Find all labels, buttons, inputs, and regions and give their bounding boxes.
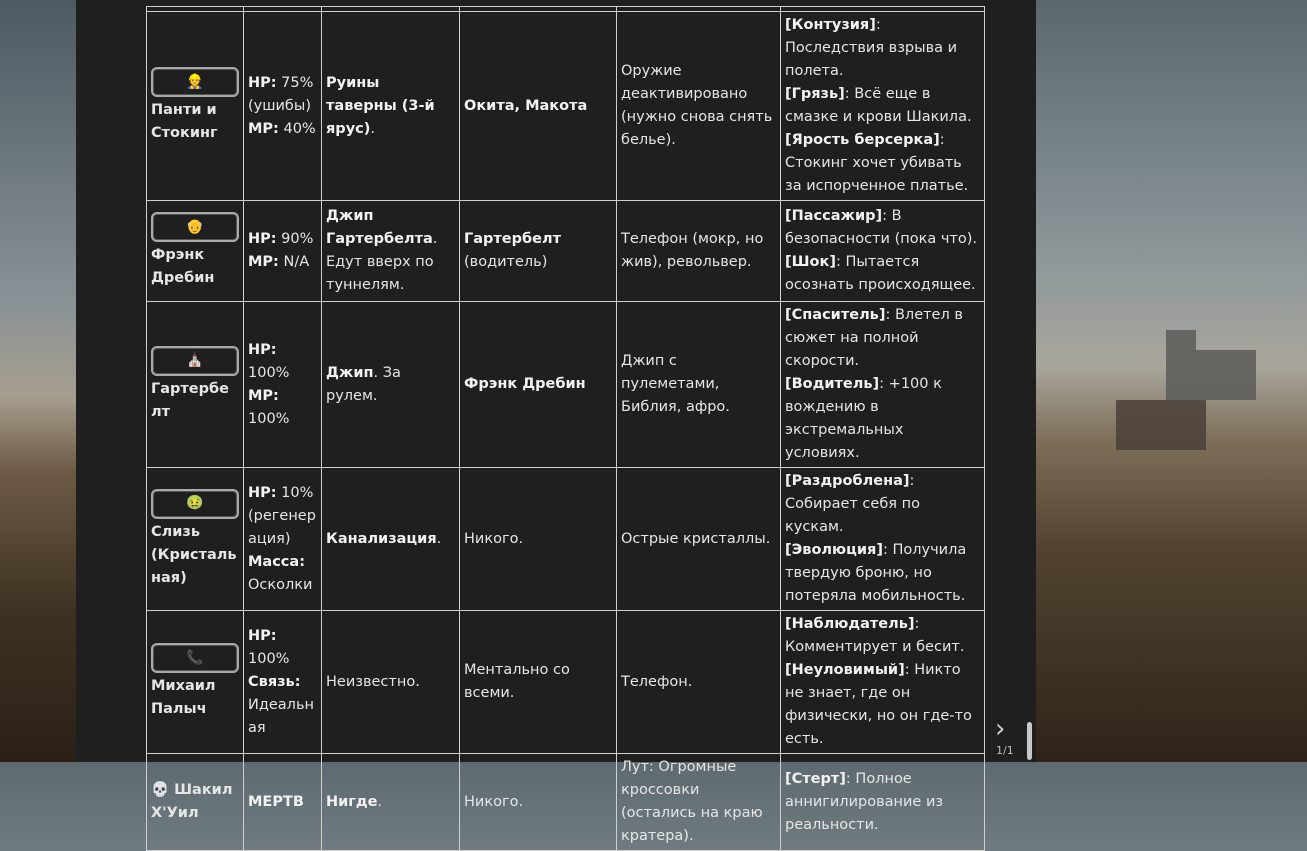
- character-name: Михаил Палыч: [151, 678, 216, 717]
- effect-tag: [Неуловимый]: [785, 662, 905, 678]
- companion-detail: Никого.: [464, 793, 524, 810]
- effects-cell: [781, 12, 985, 201]
- stat-value: 100%: [248, 650, 290, 667]
- stat-key: HP:: [248, 231, 277, 247]
- stat-value: Идеальная: [248, 696, 314, 736]
- effect-text: : Собирает себя по кускам.: [785, 473, 920, 535]
- character-emoji-icon: 👴: [186, 218, 204, 235]
- character-emoji-icon: 👷: [186, 73, 204, 90]
- stat-line: [248, 625, 317, 671]
- location-cell: [322, 201, 460, 302]
- character-cell: [147, 201, 244, 302]
- effect-text: : Пытается осознать происходящее.: [785, 254, 976, 293]
- effects-cell: [781, 754, 985, 851]
- stat-key: MP:: [248, 387, 279, 404]
- items-cell: Лут: Огромные кроссовки (остались на краю кратера).: [617, 754, 781, 851]
- location-name: Джип: [326, 364, 374, 381]
- stat-value: 10% (регенерация): [248, 484, 316, 547]
- table-row: [147, 302, 985, 468]
- effect-line: [785, 470, 980, 539]
- companion-cell: [460, 611, 617, 754]
- character-name: Панти и Стокинг: [151, 102, 218, 141]
- stat-line: [248, 791, 317, 814]
- location-cell: [322, 302, 460, 468]
- effect-text: : Комментирует и бесит.: [785, 616, 965, 655]
- character-name: Слизь (Кристальная): [151, 523, 237, 586]
- skull-icon: 💀: [151, 782, 170, 798]
- character-emoji-icon: 🤢: [186, 495, 204, 511]
- chevron-right-icon[interactable]: ›: [995, 714, 1006, 744]
- character-cell: [147, 302, 244, 468]
- stat-key: HP:: [248, 627, 277, 644]
- items-cell: Телефон.: [617, 611, 781, 754]
- effects-cell: [781, 468, 985, 611]
- character-name: Шакил Х'Уил: [151, 782, 233, 821]
- stat-line: [248, 385, 317, 431]
- effect-text: : +100 к вождению в экстремальных условиях.: [785, 376, 942, 461]
- effect-tag: [Спаситель]: [785, 307, 886, 323]
- effect-tag: [Стерт]: [785, 770, 846, 787]
- effect-text: : Последствия взрыва и полета.: [785, 17, 958, 79]
- location-cell: [322, 12, 460, 201]
- effect-text: : Получила твердую броню, но потеряла мобильность.: [785, 542, 967, 604]
- effect-tag: [Эволюция]: [785, 542, 883, 558]
- table-body: [147, 7, 985, 851]
- location-detail: . Едут вверх по туннелям.: [326, 231, 438, 293]
- stat-line: [248, 551, 317, 597]
- stats-cell: [244, 468, 322, 611]
- background-rock: [1196, 350, 1256, 400]
- page-indicator: 1/1: [996, 744, 1014, 757]
- location-detail: .: [370, 120, 375, 137]
- companion-cell: [460, 12, 617, 201]
- table-row: [147, 468, 985, 611]
- stat-value: N/A: [278, 254, 310, 270]
- stat-key: HP:: [248, 484, 277, 501]
- effect-line: [785, 83, 980, 129]
- character-name: Фрэнк Дребин: [151, 247, 215, 286]
- character-name: Гартербелт: [151, 380, 229, 420]
- companion-name: Фрэнк Дребин: [464, 376, 586, 392]
- emoji-badge: [151, 489, 239, 519]
- stat-line: [248, 228, 317, 251]
- stat-line: [248, 671, 317, 740]
- location-detail: .: [377, 793, 383, 810]
- stat-key: Масса:: [248, 553, 305, 570]
- emoji-badge: [151, 346, 239, 376]
- table-row: [147, 201, 985, 302]
- effects-cell: [781, 611, 985, 754]
- effect-tag: [Грязь]: [785, 86, 845, 102]
- items-cell: Острые кристаллы.: [617, 468, 781, 611]
- location-cell: [322, 611, 460, 754]
- effect-tag: [Контузия]: [785, 17, 876, 33]
- character-cell: [147, 611, 244, 754]
- stat-line: [248, 72, 317, 118]
- companion-cell: [460, 201, 617, 302]
- effect-text: : Всё еще в смазке и крови Шакила.: [785, 86, 972, 125]
- companion-detail: (водитель): [464, 254, 548, 270]
- companion-detail: Никого.: [464, 530, 524, 547]
- effect-tag: [Шок]: [785, 254, 836, 270]
- effect-line: [785, 768, 980, 837]
- emoji-badge: [151, 67, 239, 97]
- scrollbar[interactable]: [1027, 722, 1032, 760]
- background-right: [1036, 0, 1307, 762]
- effect-tag: [Водитель]: [785, 376, 880, 392]
- stat-line: [248, 118, 317, 141]
- location-detail: . За рулем.: [326, 364, 401, 404]
- effect-line: [785, 14, 980, 83]
- effect-line: [785, 129, 980, 198]
- companion-name: Окита, Макота: [464, 97, 588, 114]
- emoji-badge: [151, 212, 239, 242]
- table-row: [147, 12, 985, 201]
- location-cell: [322, 468, 460, 611]
- background-rock: [1166, 330, 1196, 400]
- effect-tag: [Ярость берсерка]: [785, 132, 940, 148]
- background-rock: [1116, 400, 1206, 450]
- location-name: Руины таверны (3-й ярус): [326, 74, 435, 137]
- background-left: [0, 0, 76, 762]
- effect-tag: [Наблюдатель]: [785, 616, 915, 632]
- stat-key: МЕРТВ: [248, 793, 304, 810]
- effect-tag: [Раздроблена]: [785, 473, 910, 489]
- stats-cell: [244, 754, 322, 851]
- stat-line: [248, 482, 317, 551]
- effect-line: [785, 205, 980, 251]
- table-row: [147, 611, 985, 754]
- location-cell: [322, 754, 460, 851]
- character-emoji-icon: ⛪: [186, 352, 204, 368]
- location-detail: Неизвестно.: [326, 673, 420, 690]
- location-name: Джип Гартербелта: [326, 208, 433, 247]
- effect-line: [785, 613, 980, 659]
- companion-name: Гартербелт: [464, 231, 562, 247]
- companion-cell: [460, 468, 617, 611]
- effect-text: : Влетел в сюжет на полной скорости.: [785, 307, 963, 369]
- stats-cell: [244, 611, 322, 754]
- table-row: [147, 754, 985, 851]
- companion-cell: [460, 754, 617, 851]
- stat-key: HP:: [248, 74, 277, 91]
- effect-line: [785, 373, 980, 465]
- effect-line: [785, 304, 980, 373]
- effect-text: : Стокинг хочет убивать за испорченное платье.: [785, 132, 969, 194]
- character-name-line: [151, 779, 239, 825]
- companion-cell: [460, 302, 617, 468]
- emoji-badge: [151, 643, 239, 673]
- stat-value: 100%: [248, 364, 290, 381]
- effect-text: : В безопасности (пока что).: [785, 208, 977, 247]
- effect-tag: [Пассажир]: [785, 208, 883, 224]
- character-cell: [147, 468, 244, 611]
- stats-cell: [244, 201, 322, 302]
- character-cell: [147, 754, 244, 851]
- effect-line: [785, 539, 980, 608]
- stat-key: MP:: [248, 254, 279, 270]
- location-name: Нигде: [326, 793, 378, 810]
- stat-value: Осколки: [248, 576, 313, 593]
- stats-cell: [244, 302, 322, 468]
- items-cell: Телефон (мокр, но жив), револьвер.: [617, 201, 781, 302]
- items-cell: Оружие деактивировано (нужно снова снять белье).: [617, 12, 781, 201]
- character-cell: [147, 12, 244, 201]
- items-cell: Джип с пулеметами, Библия, афро.: [617, 302, 781, 468]
- stat-value: 40%: [278, 120, 316, 137]
- stat-key: MP:: [248, 120, 279, 137]
- stat-value: 100%: [248, 410, 290, 427]
- character-status-table: [146, 6, 985, 851]
- stat-value: 90%: [276, 231, 314, 247]
- stat-value: 75% (ушибы): [248, 74, 314, 114]
- stats-cell: [244, 12, 322, 201]
- character-emoji-icon: 📞: [186, 649, 204, 666]
- effects-cell: [781, 201, 985, 302]
- stat-line: [248, 251, 317, 274]
- location-name: Канализация: [326, 530, 437, 547]
- location-detail: .: [436, 530, 442, 547]
- effect-line: [785, 251, 980, 297]
- effect-text: : Никто не знает, где он физически, но он где-то есть.: [785, 662, 972, 747]
- stat-line: [248, 339, 317, 385]
- companion-detail: Ментально со всеми.: [464, 662, 570, 701]
- effect-text: : Полное аннигилирование из реальности.: [785, 770, 944, 833]
- stat-key: Связь:: [248, 673, 301, 690]
- effect-line: [785, 659, 980, 751]
- stat-key: HP:: [248, 341, 277, 358]
- effects-cell: [781, 302, 985, 468]
